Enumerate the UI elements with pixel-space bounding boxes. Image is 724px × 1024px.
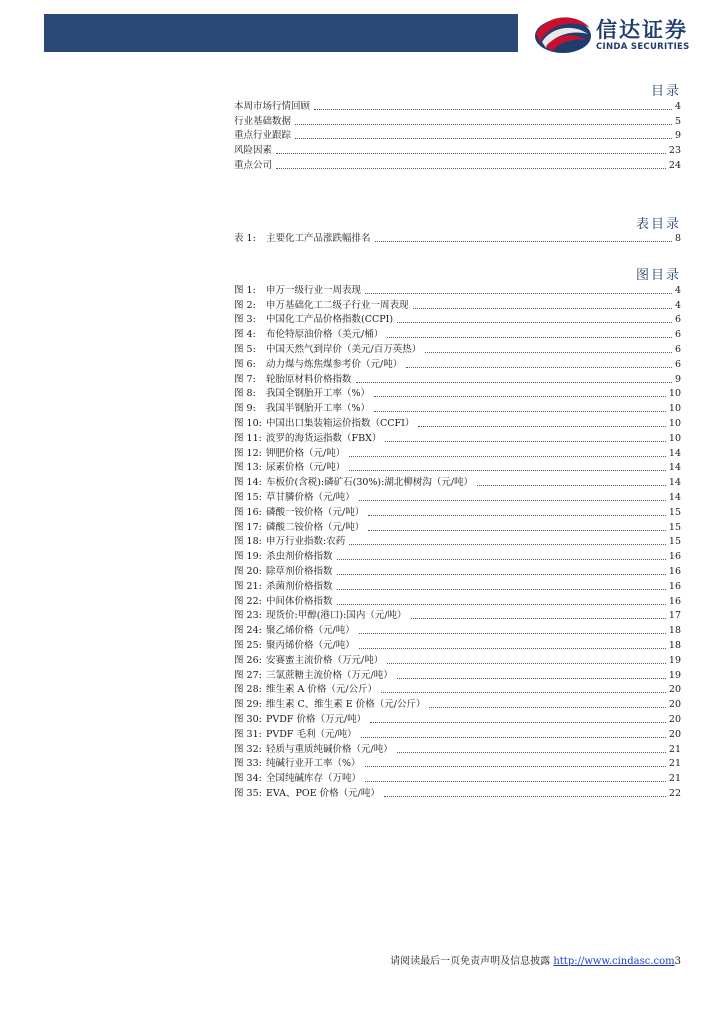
figure-entry[interactable] (234, 459, 681, 474)
contents-entry[interactable] (234, 127, 681, 142)
dot-leader (397, 752, 666, 753)
dot-leader (413, 308, 672, 309)
figure-entry[interactable] (234, 340, 681, 355)
figure-entry-page: 9 (674, 373, 681, 385)
dot-leader (387, 663, 666, 664)
dot-leader (295, 138, 672, 139)
cinda-logo-icon (532, 12, 594, 56)
figure-entry-number: 图 13: (234, 462, 262, 474)
figure-entry[interactable] (234, 607, 681, 622)
figure-entry-label: 维生素 A 价格（元/公斤） (266, 684, 378, 696)
figure-entry-label: PVDF 价格（万元/吨） (266, 713, 367, 725)
dot-leader (359, 648, 666, 649)
figure-entry[interactable] (234, 355, 681, 370)
figure-entry-number: 图 15: (234, 491, 262, 503)
dot-leader (385, 441, 666, 442)
figure-entry-number: 图 33: (234, 758, 262, 770)
dot-leader (349, 456, 666, 457)
figure-entry-number: 图 4: (234, 329, 256, 341)
dot-leader (337, 574, 666, 575)
figure-entry-label: 除草剂价格指数 (266, 565, 333, 577)
figure-entry-page: 6 (674, 314, 681, 326)
table-entry[interactable] (234, 229, 681, 244)
figure-entry-page: 10 (668, 388, 681, 400)
contents-entry-label: 本周市场行情回顾 (234, 100, 311, 112)
figure-entry-page: 21 (668, 758, 681, 770)
figure-entry-page: 17 (668, 610, 681, 622)
figure-entry-label: 中国出口集装箱运价指数（CCFI） (266, 417, 415, 429)
figure-entry-number: 图 8: (234, 388, 256, 400)
figure-entry-number: 图 21: (234, 580, 262, 592)
contents-entry-page: 9 (674, 130, 681, 142)
contents-entry-page: 4 (674, 100, 681, 112)
figure-entry-number: 图 23: (234, 610, 262, 622)
contents-entry[interactable] (234, 97, 681, 112)
figure-entry-number: 图 10: (234, 417, 262, 429)
dot-leader (337, 559, 666, 560)
dot-leader (375, 241, 672, 242)
header-bar (44, 14, 518, 52)
contents-entry-label: 重点公司 (234, 159, 273, 171)
figure-entry-number: 图 3: (234, 314, 256, 326)
figure-entry[interactable] (234, 562, 681, 577)
figure-entry-page: 10 (668, 403, 681, 415)
dot-leader (384, 796, 666, 797)
contents-entry-page: 23 (668, 145, 681, 157)
figures-list (234, 281, 681, 799)
figure-entry-number: 图 30: (234, 713, 262, 725)
figure-entry-label: 波罗的海货运指数（FBX） (266, 432, 382, 444)
figure-entry-page: 4 (674, 299, 681, 311)
figure-entry-page: 15 (668, 506, 681, 518)
figure-entry-page: 20 (668, 684, 681, 696)
figure-entry-label: 我国半钢胎开工率（%） (266, 403, 371, 415)
dot-leader (295, 124, 672, 125)
figure-entry-number: 图 35: (234, 787, 262, 799)
website-link[interactable]: http://www.cindasc.com (553, 956, 675, 967)
figure-entry-label: 维生素 C、维生素 E 价格（元/公斤） (266, 699, 426, 711)
figure-entry[interactable] (234, 592, 681, 607)
contents-entry-label: 重点行业跟踪 (234, 130, 292, 142)
figure-entry-number: 图 29: (234, 699, 262, 711)
figure-entry[interactable] (234, 311, 681, 326)
figure-entry-label: 申万行业指数:农药 (266, 536, 346, 548)
figure-entry[interactable] (234, 621, 681, 636)
figure-entry-label: 磷酸一铵价格（元/吨） (266, 506, 365, 518)
figure-entry[interactable] (234, 577, 681, 592)
figure-entry-label: 现货价:甲醇(港口):国内（元/吨） (266, 610, 407, 622)
figure-entry[interactable] (234, 429, 681, 444)
figure-entry-page: 14 (668, 491, 681, 503)
figure-entry-label: 我国全钢胎开工率（%） (266, 388, 371, 400)
figure-entry-number: 图 1: (234, 284, 256, 296)
figure-entry-page: 21 (668, 773, 681, 785)
figure-entry[interactable] (234, 784, 681, 799)
figure-entry-number: 图 9: (234, 403, 256, 415)
figure-entry-page: 16 (668, 580, 681, 592)
figure-entry-page: 22 (668, 787, 681, 799)
figure-entry-number: 图 17: (234, 521, 262, 533)
logo-chinese-name: 信达证券 (596, 18, 688, 42)
figure-entry-number: 图 14: (234, 477, 262, 489)
figure-entry[interactable] (234, 755, 681, 770)
figure-entry-label: 尿素价格（元/吨） (266, 462, 346, 474)
figure-entry-label: EVA、POE 价格（元/吨） (266, 787, 380, 799)
dot-leader (397, 322, 672, 323)
dot-leader (359, 633, 666, 634)
figure-entry[interactable] (234, 636, 681, 651)
dot-leader (368, 530, 666, 531)
contents-entry[interactable] (234, 156, 681, 171)
figure-entry-label: PVDF 毛利（元/吨） (266, 728, 357, 740)
figure-entry-number: 图 19: (234, 551, 262, 563)
figures-title: 图目录 (635, 268, 681, 283)
dot-leader (387, 337, 672, 338)
figure-entry-label: 全国纯碱库存（万吨） (266, 773, 362, 785)
figure-entry[interactable] (234, 518, 681, 533)
dot-leader (359, 500, 666, 501)
dot-leader (276, 153, 666, 154)
figure-entry-label: 中国天然气到岸价（美元/百万英热） (266, 343, 422, 355)
figure-entry[interactable] (234, 281, 681, 296)
figure-entry-page: 15 (668, 521, 681, 533)
figure-entry[interactable] (234, 399, 681, 414)
figure-entry[interactable] (234, 503, 681, 518)
dot-leader (406, 367, 672, 368)
figure-entry-page: 19 (668, 669, 681, 681)
dot-leader (374, 411, 666, 412)
figure-entry-label: 动力煤与炼焦煤参考价（元/吨） (266, 358, 403, 370)
figure-entry[interactable] (234, 414, 681, 429)
page-footer (390, 952, 681, 967)
figure-entry[interactable] (234, 296, 681, 311)
figure-entry-label: 中间体价格指数 (266, 595, 333, 607)
figure-entry-page: 15 (668, 536, 681, 548)
contents-entry-page: 24 (668, 159, 681, 171)
contents-entry-label: 行业基础数据 (234, 115, 292, 127)
figure-entry-number: 图 6: (234, 358, 256, 370)
figure-entry-page: 4 (674, 284, 681, 296)
figure-entry-label: 安赛蜜主流价格（万元/吨） (266, 654, 384, 666)
figure-entry-page: 21 (668, 743, 681, 755)
figure-entry-number: 图 20: (234, 565, 262, 577)
figure-entry[interactable] (234, 681, 681, 696)
figure-entry-page: 16 (668, 595, 681, 607)
figure-entry-page: 20 (668, 713, 681, 725)
figure-entry-page: 6 (674, 358, 681, 370)
figure-entry-label: 申万一级行业一周表现 (266, 284, 362, 296)
dot-leader (425, 352, 672, 353)
figure-entry[interactable] (234, 444, 681, 459)
figure-entry[interactable] (234, 370, 681, 385)
figure-entry[interactable] (234, 710, 681, 725)
figure-entry-page: 18 (668, 625, 681, 637)
figure-entry[interactable] (234, 473, 681, 488)
figure-entry[interactable] (234, 769, 681, 784)
disclaimer-text: 请阅读最后一页免责声明及信息披露 (390, 956, 551, 967)
figure-entry-number: 图 28: (234, 684, 262, 696)
figure-entry-label: 杀虫剂价格指数 (266, 551, 333, 563)
dot-leader (365, 781, 666, 782)
dot-leader (356, 382, 672, 383)
figure-entry-page: 14 (668, 477, 681, 489)
figure-entry-number: 图 7: (234, 373, 256, 385)
figure-entry-number: 图 18: (234, 536, 262, 548)
company-logo (532, 10, 712, 60)
dot-leader (381, 692, 666, 693)
figure-entry[interactable] (234, 325, 681, 340)
dot-leader (429, 707, 665, 708)
figure-entry-number: 图 5: (234, 343, 256, 355)
contents-entry-label: 风险因素 (234, 145, 273, 157)
figure-entry-label: 钾肥价格（元/吨） (266, 447, 346, 459)
figure-entry-label: 中国化工产品价格指数(CCPI) (266, 314, 394, 326)
figure-entry-label: 草甘膦价格（元/吨） (266, 491, 355, 503)
figure-entry-number: 图 34: (234, 773, 262, 785)
figure-entry-number: 图 24: (234, 625, 262, 637)
figure-entry-number: 图 22: (234, 595, 262, 607)
dot-leader (349, 470, 666, 471)
dot-leader (361, 737, 666, 738)
table-entry-page: 8 (674, 232, 681, 244)
logo-english-name: CINDA SECURITIES (596, 42, 690, 52)
page-number: 3 (674, 956, 681, 967)
figure-entry-label: 轮胎原材料价格指数 (266, 373, 352, 385)
figure-entry-page: 10 (668, 432, 681, 444)
figure-entry[interactable] (234, 547, 681, 562)
figure-entry[interactable] (234, 695, 681, 710)
figure-entry-label: 纯碱行业开工率（%） (266, 758, 361, 770)
contents-title: 目录 (650, 84, 681, 99)
figure-entry-page: 14 (668, 462, 681, 474)
figure-entry-number: 图 27: (234, 669, 262, 681)
table-entry-number: 表 1: (234, 232, 256, 244)
figure-entry-page: 16 (668, 565, 681, 577)
dot-leader (411, 618, 666, 619)
dot-leader (368, 515, 666, 516)
figure-entry-label: 轻质与重质纯碱价格（元/吨） (266, 743, 393, 755)
figure-entry[interactable] (234, 488, 681, 503)
figure-entry-label: 杀菌剂价格指数 (266, 580, 333, 592)
tables-list (234, 229, 681, 244)
figure-entry[interactable] (234, 385, 681, 400)
figure-entry-label: 聚乙烯价格（元/吨） (266, 625, 355, 637)
figure-entry-page: 10 (668, 417, 681, 429)
figure-entry-label: 布伦特原油价格（美元/桶） (266, 329, 384, 341)
dot-leader (370, 722, 666, 723)
tables-title: 表目录 (635, 217, 681, 232)
figure-entry[interactable] (234, 725, 681, 740)
contents-entry[interactable] (234, 112, 681, 127)
figure-entry-label: 申万基础化工二级子行业一周表现 (266, 299, 409, 311)
dot-leader (337, 604, 666, 605)
dot-leader (337, 589, 666, 590)
figure-entry-number: 图 16: (234, 506, 262, 518)
dot-leader (365, 766, 666, 767)
figure-entry-label: 聚丙烯价格（元/吨） (266, 639, 355, 651)
figure-entry-page: 18 (668, 639, 681, 651)
figure-entry[interactable] (234, 666, 681, 681)
figure-entry-label: 车板价(含税):磷矿石(30%):湖北柳树沟（元/吨） (266, 477, 474, 489)
figure-entry-page: 16 (668, 551, 681, 563)
dot-leader (276, 168, 666, 169)
contents-list (234, 97, 681, 171)
dot-leader (314, 109, 672, 110)
figure-entry-number: 图 12: (234, 447, 262, 459)
figure-entry-label: 三氯蔗糖主流价格（万元/吨） (266, 669, 393, 681)
figure-entry-page: 20 (668, 728, 681, 740)
figure-entry-page: 20 (668, 699, 681, 711)
figure-entry-page: 6 (674, 343, 681, 355)
figure-entry-number: 图 11: (234, 432, 262, 444)
figure-entry-page: 6 (674, 329, 681, 341)
contents-entry[interactable] (234, 141, 681, 156)
figure-entry-number: 图 31: (234, 728, 262, 740)
figure-entry-number: 图 25: (234, 639, 262, 651)
figure-entry-page: 14 (668, 447, 681, 459)
figure-entry-label: 磷酸二铵价格（元/吨） (266, 521, 365, 533)
table-entry-label: 主要化工产品涨跌幅排名 (266, 232, 371, 244)
figure-entry-number: 图 26: (234, 654, 262, 666)
figure-entry-number: 图 2: (234, 299, 256, 311)
dot-leader (349, 544, 666, 545)
dot-leader (365, 293, 672, 294)
dot-leader (477, 485, 666, 486)
figure-entry[interactable] (234, 533, 681, 548)
dot-leader (374, 396, 666, 397)
dot-leader (397, 678, 666, 679)
figure-entry[interactable] (234, 740, 681, 755)
dot-leader (418, 426, 666, 427)
figure-entry[interactable] (234, 651, 681, 666)
figure-entry-number: 图 32: (234, 743, 262, 755)
figure-entry-page: 19 (668, 654, 681, 666)
contents-entry-page: 5 (674, 115, 681, 127)
